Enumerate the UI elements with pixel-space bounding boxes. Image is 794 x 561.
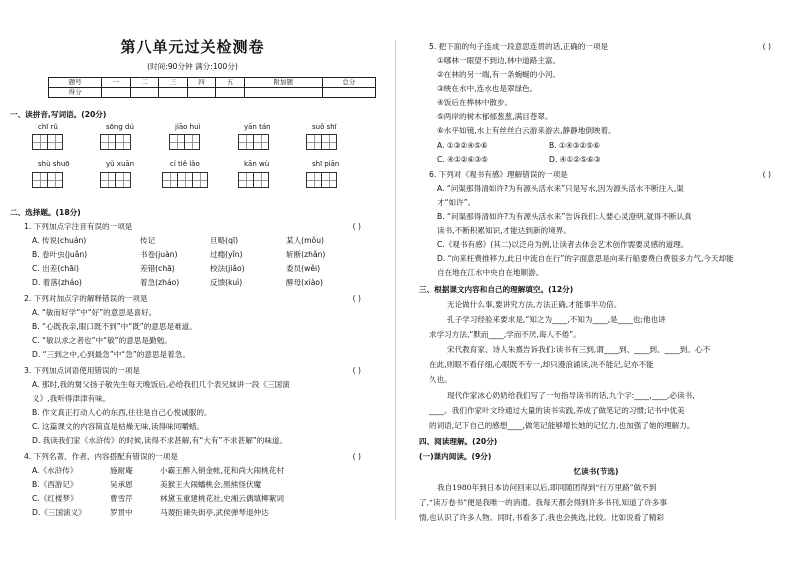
option: A. 传说(chuán) bbox=[32, 236, 87, 245]
writing-grid[interactable] bbox=[32, 134, 62, 150]
option: 读书,不断积累知识,才能达到新的境界。 bbox=[437, 226, 571, 235]
pinyin-label: chī rǔ bbox=[38, 123, 58, 131]
option: D. ④①②⑤⑥③ bbox=[549, 155, 601, 164]
question-stem: 6. 下列对《观书有感》理解错误的一项是 bbox=[429, 170, 568, 179]
option: 曹雪芹 bbox=[110, 494, 133, 503]
option: 差错(chā) bbox=[140, 264, 175, 273]
writing-grid[interactable] bbox=[238, 134, 268, 150]
page-subtitle: (时间:90分钟 满分:100分) bbox=[147, 62, 238, 71]
writing-grid[interactable] bbox=[306, 172, 336, 188]
option: 义》,我听得津津有味。 bbox=[32, 394, 111, 403]
option: A. 那时,我的舅父扬子敬先生每天晚饭后,必给我们几个表兄妹讲一段《三国演 bbox=[32, 380, 290, 389]
subsection-heading: (一)课内阅读。(9分) bbox=[419, 452, 492, 461]
option: 某人(mǒu) bbox=[286, 236, 324, 245]
option: C. ④①②⑥③⑤ bbox=[437, 155, 488, 164]
score-cell: 五 bbox=[216, 78, 245, 88]
question-stem: 2. 下列对加点字的解释错误的一项是 bbox=[24, 294, 148, 303]
score-input-cell[interactable] bbox=[159, 88, 188, 98]
sentence: ③映在水中,连水也是翠绿色。 bbox=[437, 84, 538, 93]
sentence: ⑥水平如镜,水上有丝丝白云游来游去,静静地倒映着。 bbox=[437, 126, 616, 135]
option: 罗贯中 bbox=[110, 508, 133, 517]
option: 过瘾(yǐn) bbox=[210, 250, 243, 259]
option: 小霸王醉入销金帐,花和尚大闹桃花村 bbox=[160, 466, 284, 475]
question-stem: 5. 把下面的句子连成一段意思连贯的话,正确的一项是 bbox=[429, 42, 609, 51]
section-2-heading: 二、选择题。(18分) bbox=[10, 208, 81, 217]
option: 反馈(kuì) bbox=[210, 278, 243, 287]
writing-grid[interactable] bbox=[162, 172, 207, 188]
sentence: ④饭后在桦林中散步。 bbox=[437, 98, 513, 107]
score-table bbox=[48, 77, 376, 98]
score-input-cell[interactable] bbox=[102, 88, 131, 98]
sentence: ②在林的另一端,有一条蜿蜒的小河。 bbox=[437, 70, 561, 79]
answer-bracket[interactable]: ( ) bbox=[352, 222, 361, 231]
fill-line: 宋代教育家、诗人朱熹告诉我们:读书有三到,谓____到、____到、____到。心不 bbox=[447, 345, 711, 354]
option: A. “问渠那得清如许?为有源头活水来”只是写水,因为源头活水不断注入,渠 bbox=[437, 184, 684, 193]
fill-line: ____。我们作家叶文玲通过大量的读书实践,养成了做笔记的习惯;记书中优美 bbox=[429, 406, 685, 415]
writing-grid[interactable] bbox=[306, 134, 336, 150]
score-input-cell[interactable] bbox=[244, 88, 322, 98]
passage-line: 情,也认识了许多人物。同时,书看多了,我也会挑选,比较。比如说看了精彩 bbox=[419, 513, 665, 522]
option: D.《三国演义》 bbox=[32, 508, 86, 517]
answer-bracket[interactable]: ( ) bbox=[352, 294, 361, 303]
writing-grid[interactable] bbox=[100, 134, 130, 150]
option: A. ①③②④⑤⑥ bbox=[437, 141, 488, 150]
option: B. 卷叶虫(juǎn) bbox=[32, 250, 88, 259]
option: 传记 bbox=[140, 236, 156, 245]
option: 委员(wěi) bbox=[286, 264, 321, 273]
pinyin-label: jiāo huì bbox=[175, 123, 201, 131]
option: A. “敏而好学”中“好”的意思是喜好。 bbox=[32, 308, 157, 317]
option: 校法(jiǎo) bbox=[210, 264, 245, 273]
score-table-header-row bbox=[49, 78, 376, 88]
sentence: ①哪林一眼望不到边,林中道路主富。 bbox=[437, 56, 561, 65]
option: 吴承恩 bbox=[110, 480, 133, 489]
pinyin-label: cí tiě lǎo bbox=[170, 160, 200, 168]
writing-grid[interactable] bbox=[169, 134, 199, 150]
option: B. “心既我亲,眼口既不到”中“既”的意思是难道。 bbox=[32, 322, 197, 331]
option: 施耐庵 bbox=[110, 466, 133, 475]
answer-bracket[interactable]: ( ) bbox=[352, 452, 361, 461]
score-cell: 一 bbox=[102, 78, 131, 88]
answer-bracket[interactable]: ( ) bbox=[762, 42, 771, 51]
section-3-heading: 三、根据课文内容和自己的理解填空。(12分) bbox=[419, 285, 574, 294]
option: C.《红楼梦》 bbox=[32, 494, 78, 503]
column-divider bbox=[395, 40, 396, 520]
option: 旦略(qī) bbox=[210, 236, 239, 245]
score-cell: 总分 bbox=[322, 78, 375, 88]
option: 书卷(juàn) bbox=[140, 250, 178, 259]
writing-grid[interactable] bbox=[32, 172, 62, 188]
score-cell: 四 bbox=[187, 78, 216, 88]
pinyin-label: shī piān bbox=[312, 160, 340, 168]
pinyin-label: suǒ shī bbox=[312, 123, 337, 131]
option: B. ①④③②⑤⑥ bbox=[549, 141, 600, 150]
score-input-cell[interactable] bbox=[216, 88, 245, 98]
option: C. 出差(chāi) bbox=[32, 264, 79, 273]
pinyin-label: yǔ xuān bbox=[106, 160, 135, 168]
option: C.《观书有感》(其二)以泛舟为例,让读者去体会艺术创作需要灵感的道理。 bbox=[437, 240, 689, 249]
answer-bracket[interactable]: ( ) bbox=[352, 366, 361, 375]
option: B. 作文真正打动人心的东西,往往是自己心悦诚服的。 bbox=[32, 408, 212, 417]
question-stem: 1. 下列加点字注音有误的一项是 bbox=[24, 222, 133, 231]
writing-grid[interactable] bbox=[238, 172, 268, 188]
fill-line: 久也。 bbox=[429, 375, 452, 384]
fill-line: 在此,则眼不看仔细,心眼既不专一,却只漫浪诵读,决不能记,记亦不能 bbox=[429, 360, 654, 369]
score-input-cell[interactable] bbox=[322, 88, 375, 98]
score-table-score-row bbox=[49, 88, 376, 98]
section-1-heading: 一、读拼音,写词语。(20分) bbox=[10, 110, 107, 119]
option: 马谡拒谏失街亭,武侯弹琴退仲达 bbox=[160, 508, 269, 517]
option: D. “三到之中,心到最急”中“急”的意思是着急。 bbox=[32, 350, 190, 359]
option: 斩断(zhǎn) bbox=[286, 250, 326, 259]
pinyin-label: shù shuō bbox=[38, 160, 70, 168]
option: A.《水浒传》 bbox=[32, 466, 78, 475]
section-4-heading: 四、阅读理解。(20分) bbox=[419, 437, 498, 446]
pinyin-label: yān tán bbox=[244, 123, 271, 131]
option: B. “问渠那得清如许?为有源头活水来”告诉我们:人要心灵澄明,就得不断认真 bbox=[437, 212, 692, 221]
pinyin-label: sōng dú bbox=[106, 123, 134, 131]
page-title: 第八单元过关检测卷 bbox=[120, 38, 265, 56]
score-input-cell[interactable] bbox=[130, 88, 159, 98]
writing-grid[interactable] bbox=[100, 172, 130, 188]
fill-line: 的词语,记下自己的感想____,做笔记能够增长她的记忆力,也加强了她的理解力。 bbox=[429, 421, 695, 430]
option: D. “向来枉费推移力,此日中流自在行”的字面意思是向来行船要费白费很多力气,今天却能 bbox=[437, 254, 734, 263]
option: 酵母(xiào) bbox=[286, 278, 324, 287]
option: 才“如许”。 bbox=[437, 198, 476, 207]
option: 自在地在江水中央自在地顺游。 bbox=[437, 268, 544, 277]
option: 美猴王大闹蟠桃会,黑熊怪伏魔 bbox=[160, 480, 262, 489]
option: 林黛玉重建桃花社,史湘云偶填柳絮词 bbox=[160, 494, 284, 503]
passage-line: 了,“读万卷书”便是我唯一的消遣。我每天都会得到许多书刊,知道了许多事 bbox=[419, 498, 667, 507]
fill-line: 现代作家冰心奶奶给我们写了一句指导读书的话,九个字:____,____,必读书, bbox=[447, 391, 695, 400]
score-cell: 二 bbox=[130, 78, 159, 88]
question-stem: 4. 下列名著、作者、内容搭配有错误的一项是 bbox=[24, 452, 178, 461]
fill-line: 无论做什么事,要讲究方法,方法正确,才能事半功倍。 bbox=[447, 300, 622, 309]
option: D. 我读我们家《水浒传》的时候,读得不求甚解,有“大有”不求甚解”的味道。 bbox=[32, 436, 288, 445]
option: B.《西游记》 bbox=[32, 480, 78, 489]
option: C. “敏以求之者也”中“敏”的意思是勤勉。 bbox=[32, 336, 172, 345]
passage-title: 忆读书(节选) bbox=[573, 467, 619, 476]
score-cell: 三 bbox=[159, 78, 188, 88]
score-cell: 题号 bbox=[49, 78, 102, 88]
fill-line: 求学习方法,“默而____,学而不厌,诲人不倦”。 bbox=[429, 330, 581, 339]
fill-line: 孔子学习经验来要求是,“知之为____,不知为____,是____也;他也讲 bbox=[447, 315, 666, 324]
pinyin-label: kān wù bbox=[244, 160, 270, 168]
question-stem: 3. 下列加点词语使用错误的一项是 bbox=[24, 366, 140, 375]
answer-bracket[interactable]: ( ) bbox=[762, 170, 771, 179]
option: 着急(zháo) bbox=[140, 278, 180, 287]
score-cell: 附加题 bbox=[244, 78, 322, 88]
score-cell: 得分 bbox=[49, 88, 102, 98]
sentence: ⑤两岸的树木郁郁葱葱,满目苍翠。 bbox=[437, 112, 553, 121]
score-input-cell[interactable] bbox=[187, 88, 216, 98]
passage-line: 我自1980年到日本访问回来以后,即同随团得到“行万里路”做不到 bbox=[437, 483, 657, 492]
option: D. 着落(zháo) bbox=[32, 278, 82, 287]
option: C. 这篇课文的内容简直是枯燥无味,读得味同嚼蜡。 bbox=[32, 422, 205, 431]
